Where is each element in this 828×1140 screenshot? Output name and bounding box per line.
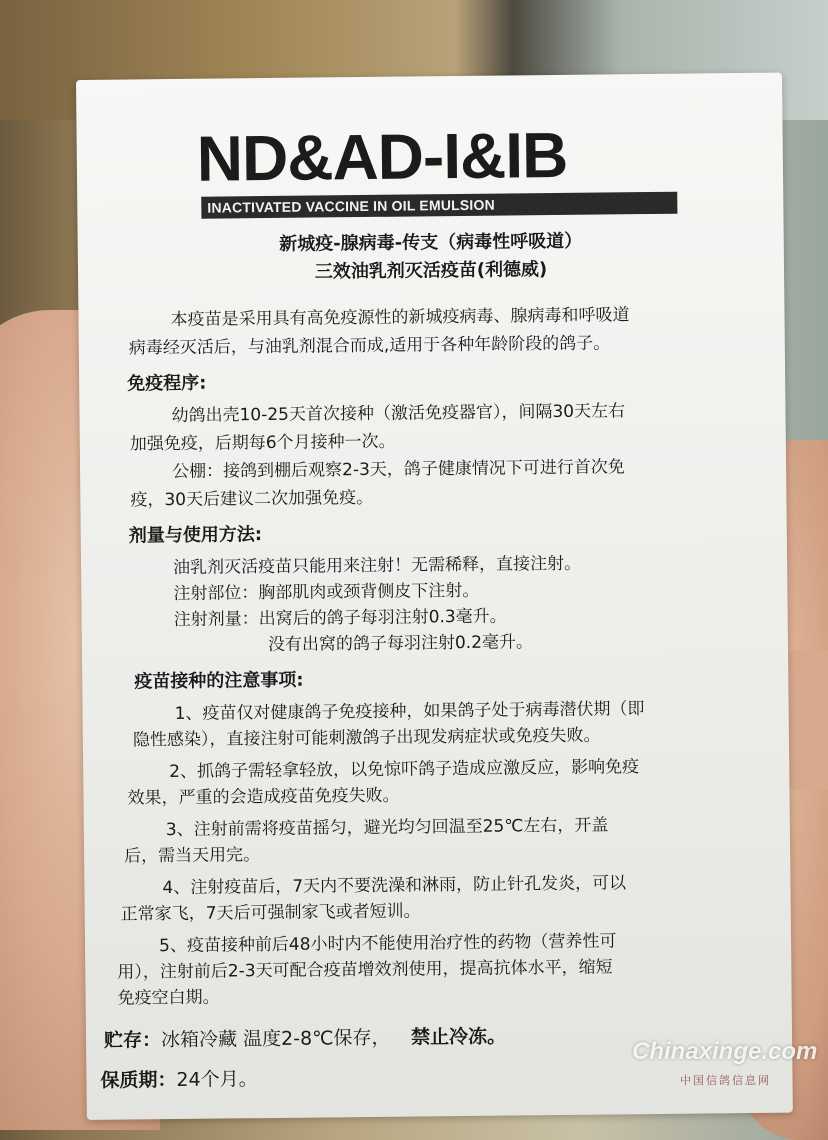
shelf-life-label: 保质期： (100, 1069, 177, 1092)
shelf-life-row (100, 1064, 257, 1093)
notes-line: 1、疫苗仅对健康鸽子免疫接种，如果鸽子处于病毒潜伏期（即 (174, 699, 645, 725)
storage-warning: 禁止冷冻。 (410, 1025, 507, 1049)
storage-text: 冰箱冷藏 温度2-8℃保存， (160, 1026, 391, 1052)
dosage-line: 注射剂量：出窝后的鸽子每羽注射0.3毫升。 (173, 606, 507, 631)
notes-line: 后，需当天用完。 (124, 845, 261, 867)
immunization-line: 公棚：接鸽到棚后观察2-3天，鸽子健康情况下可进行首次免 (172, 457, 625, 483)
notes-line: 5、疫苗接种前后48小时内不能使用治疗性的药物（营养性可 (158, 931, 617, 957)
watermark-brand: Chinaxinge.com (632, 1038, 818, 1065)
product-title: ND&AD-I&IB (196, 118, 568, 195)
dosage-line: 油乳剂灭活疫苗只能用来注射！无需稀释，直接注射。 (173, 553, 582, 579)
dosage-line: 注射部位：胸部肌肉或颈背侧皮下注射。 (173, 580, 480, 605)
leaflet-content (76, 73, 793, 1120)
immunization-line: 疫，30天后建议二次加强免疫。 (130, 487, 374, 511)
intro-line: 病毒经灭活后，与油乳剂混合而成,适用于各种年龄阶段的鸽子。 (128, 333, 611, 359)
notes-line: 用），注射前后2-3天可配合疫苗增效剂使用，提高抗体水平，缩短 (117, 957, 613, 983)
product-banner: INACTIVATED VACCINE IN OIL EMULSION (201, 192, 677, 219)
immunization-heading: 免疫程序: (127, 372, 207, 395)
notes-line: 4、注射疫苗后，7天内不要洗澡和淋雨，防止针孔发炎，可以 (162, 873, 627, 899)
notes-line: 隐性感染），直接注射可能刺激鸽子出现发病症状或免疫失败。 (132, 725, 601, 751)
immunization-line: 加强免疫，后期每6个月接种一次。 (129, 431, 396, 455)
notes-line: 2、抓鸽子需轻拿轻放，以免惊吓鸽子造成应激反应，影响免疫 (169, 757, 640, 783)
notes-line: 免疫空白期。 (117, 987, 220, 1009)
watermark-subtitle: 中国信鸽信息网 (680, 1074, 771, 1087)
immunization-line: 幼鸽出壳10-25天首次接种（激活免疫器官），间隔30天左右 (171, 401, 626, 427)
notes-line: 正常家飞，7天后可强制家飞或者短训。 (120, 901, 421, 925)
subtitle-line-1: 新城疫-腺病毒-传支（病毒性呼吸道） (279, 230, 583, 255)
subtitle-line-2: 三效油乳剂灭活疫苗(利德威) (314, 259, 548, 283)
notes-heading: 疫苗接种的注意事项: (134, 669, 304, 693)
vaccine-leaflet (76, 73, 793, 1120)
storage-label: 贮存： (103, 1029, 162, 1052)
shelf-life-text: 24个月。 (176, 1068, 258, 1092)
notes-line: 效果，严重的会造成疫苗免疫失败。 (127, 785, 400, 809)
intro-line: 本疫苗是采用具有高免疫源性的新城疫病毒、腺病毒和呼吸道 (170, 305, 630, 331)
dosage-heading: 剂量与使用方法: (128, 524, 263, 547)
dosage-line: 没有出窝的鸽子每羽注射0.2毫升。 (267, 632, 534, 656)
notes-line: 3、注射前需将疫苗摇匀，避光均匀回温至25℃左右，开盖 (165, 815, 609, 841)
storage-row (104, 1022, 506, 1053)
